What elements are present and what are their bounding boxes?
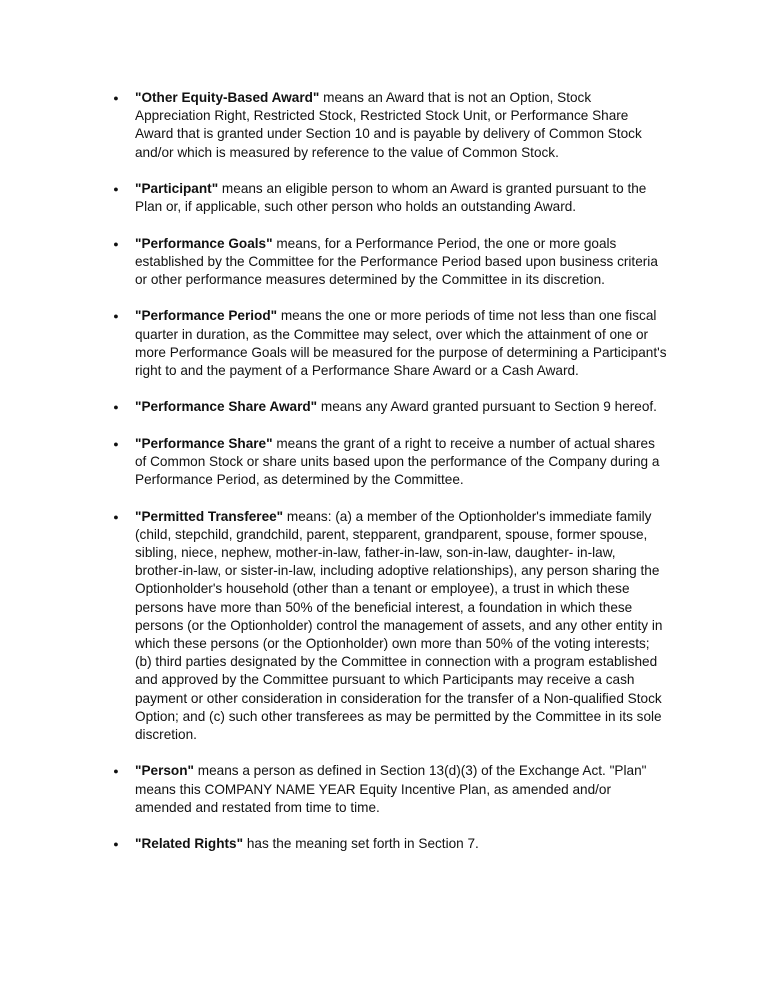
bullet-icon: ● [113,184,119,194]
definition-item [0,235,765,290]
definition-line: or other performance measures determined by the Committee in its discretion. [135,272,605,287]
definition-line: and/or which is measured by reference to the value of Common Stock. [135,144,559,160]
definition-item [0,180,765,216]
definition-line [135,307,765,325]
definition-line [135,508,765,526]
definition-text: means: (a) a member of the Optionholder's immediate family [283,508,652,524]
definition-line: payment or other consideration in consideration for the transfer of a Non-qualified Stock [135,690,662,706]
defined-term: "Other Equity-Based Award" [135,90,320,105]
definition-line: quarter in duration, as the Committee may select, over which the attainment of one or [135,326,649,342]
definition-text: means the grant of a right to receive a number of actual shares [272,435,655,451]
bullet-icon: ● [113,766,119,777]
definition-line: brother-in-law, or sister-in-law, including adoptive relationships), any person sharing the [135,563,660,579]
definition-line: right to and the payment of a Performance Share Award or a Cash Award. [135,363,579,378]
definition-line: Appreciation Right, Restricted Stock, Restricted Stock Unit, or Performance Share [135,108,629,124]
definition-text: means an Award that is not an Option, Stock [319,90,592,105]
bullet-icon: ● [113,511,119,522]
definition-line [135,89,765,107]
definition-line: Optionholder's household (other than a tenant or employee), a trust in which these [135,581,630,597]
definition-line [135,398,765,416]
definition-line: Performance Period, as determined by the Committee. [135,472,464,488]
definition-item [0,398,765,416]
definition-line: Plan or, if applicable, such other person who holds an outstanding Award. [135,199,577,215]
definition-line [135,762,765,780]
definition-item [0,835,765,853]
definition-item [0,508,765,745]
definition-line: persons (or the Optionholder) control the management of assets, and any other entity in [135,617,663,633]
definition-item [0,307,765,380]
definition-line: which these persons (or the Optionholder) own more than 50% of the voting interests; [135,636,650,651]
definition-text: means the one or more periods of time not less than one fiscal [277,308,657,324]
definition-line: Award that is granted under Section 10 and is payable by delivery of Common Stock [135,126,642,142]
definition-line: of Common Stock or share units based upon the performance of the Company during a [135,453,660,469]
bullet-icon: ● [113,438,119,449]
defined-term: "Person" [135,763,194,779]
definition-text: means, for a Performance Period, the one or more goals [272,235,617,251]
defined-term: "Related Rights" [135,836,244,852]
definition-line: discretion. [135,727,197,743]
defined-term: "Performance Share" [135,435,273,451]
definition-line [135,180,765,198]
definition-text: means an eligible person to whom an Award is granted pursuant to the [218,181,647,196]
definition-text: means a person as defined in Section 13(d)(3) of the Exchange Act. "Plan" [193,763,647,779]
definition-text: means any Award granted pursuant to Section 9 hereof. [317,399,657,415]
definitions-list [0,89,765,872]
definition-text: has the meaning set forth in Section 7. [243,836,479,852]
defined-term: "Permitted Transferee" [135,508,284,524]
definition-line: Option; and (c) such other transferees as may be permitted by the Committee in its sole [135,708,662,724]
definition-line: and approved by the Committee pursuant to which Participants may receive a cash [135,672,635,688]
definition-line: (child, stepchild, grandchild, parent, stepparent, grandparent, spouse, former spouse, [135,526,648,542]
definition-line: established by the Committee for the Performance Period based upon business criteria [135,253,658,269]
defined-term: "Performance Period" [135,308,278,324]
bullet-icon: ● [113,311,119,322]
bullet-icon: ● [113,238,119,249]
definition-item [0,435,765,490]
definition-line [135,435,765,453]
definition-item [0,762,765,817]
definition-line: amended and restated from time to time. [135,799,380,815]
definition-line [135,835,765,853]
defined-term: "Performance Share Award" [135,399,318,415]
bullet-icon: ● [113,839,119,850]
definition-line [135,235,765,253]
definition-item [0,89,765,162]
bullet-icon: ● [113,402,119,413]
definition-line: sibling, niece, nephew, mother-in-law, father-in-law, son-in-law, daughter- in-law, [135,544,616,560]
defined-term: "Participant" [135,181,219,196]
defined-term: "Performance Goals" [135,235,273,251]
definition-line: means this COMPANY NAME YEAR Equity Incentive Plan, as amended and/or [135,781,612,797]
definition-line: persons have more than 50% of the beneficial interest, a foundation in which these [135,599,633,615]
definition-line: more Performance Goals will be measured for the purpose of determining a Participant's [135,344,667,360]
bullet-icon: ● [113,93,119,103]
definition-line: (b) third parties designated by the Committee in connection with a program established [135,654,658,670]
